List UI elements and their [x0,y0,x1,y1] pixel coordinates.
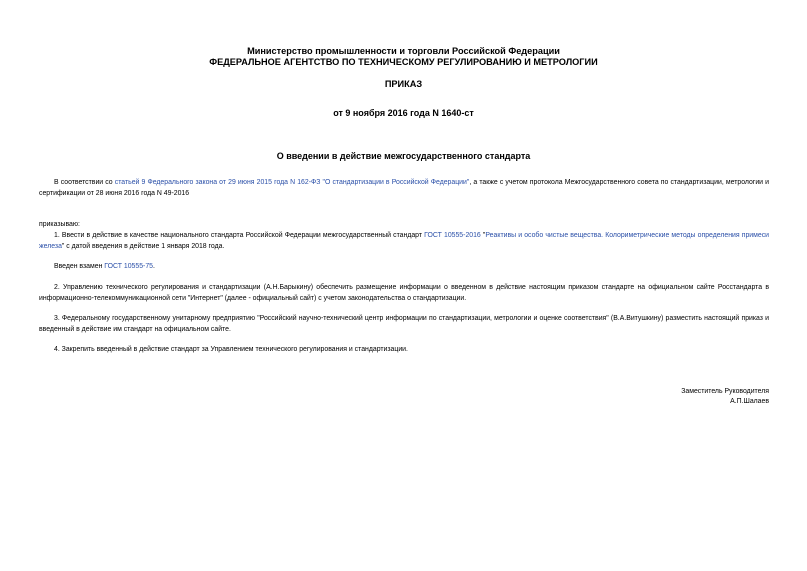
paragraph-replaced [39,262,769,273]
paragraph-item-3: 3. Федеральному государственному унитарному предприятию "Российский научно-технический центр информации по стандартизации, метрологии и оценке соответствия" (В.А.Витушкину) разместить настоящий приказ и введенный в действие им стандарт на официальном сайте. [39,315,769,333]
order-subject: О введении в действие межгосударственного стандарта [276,151,531,161]
replaced-text-1: Введен взамен [54,263,105,270]
gost-10555-2016-link[interactable]: ГОСТ 10555-2016 [424,232,481,239]
gost-10555-75-link[interactable]: ГОСТ 10555-75 [104,263,153,270]
signatory-name: А.П.Шалаев [730,398,769,405]
item1-text-2: " [480,232,486,239]
paragraph-item-4: 4. Закрепить введенный в действие стандарт за Управлением технического регулирования и стандартизации. [54,346,408,353]
standard-title-link[interactable]: Реактивы и особо чистые вещества. Колориметрические методы определения примеси железа [39,232,770,250]
order-date-number: от 9 ноября 2016 года N 1640-ст [333,108,474,118]
orders-label: приказываю: [39,221,80,228]
paragraph-item-1 [39,231,769,252]
agency-heading: ФЕДЕРАЛЬНОЕ АГЕНТСТВО ПО ТЕХНИЧЕСКОМУ РЕГУЛИРОВАНИЮ И МЕТРОЛОГИИ [209,57,598,67]
item1-text-1: 1. Ввести в действие в качестве национального стандарта Российской Федерации межгосударственный стандарт [54,232,425,239]
document-type: ПРИКАЗ [384,79,423,89]
ministry-heading: Министерство промышленности и торговли Российской Федерации [247,46,560,56]
signatory-position: Заместитель Руководителя [681,388,769,395]
paragraph-item-2: 2. Управлению технического регулирования и стандартизации (А.Н.Барыкину) обеспечить размещение информации о введенном в действие настоящим приказом стандарте на официальном сайте Росстандарта в информационно-телекоммуникационной сети "Интернет" (далее - официальный сайт) с учетом законодательства о стандартизации. [39,284,769,302]
replaced-text-2: . [153,263,155,270]
federal-law-link[interactable]: статьей 9 Федерального закона от 29 июня 2015 года N 162-ФЗ "О стандартизации в Российской Федерации" [114,179,470,186]
item1-text-3: " с датой введения в действие 1 января 2018 года. [61,242,225,250]
basis-text-2: , а также с учетом протокола Межгосударственного совета по стандартизации, метрологии и сертификации от 28 июня 2016 года N 49-2016 [39,179,769,197]
paragraph-basis [39,178,769,199]
basis-text-1: В соответствии со [54,179,115,186]
